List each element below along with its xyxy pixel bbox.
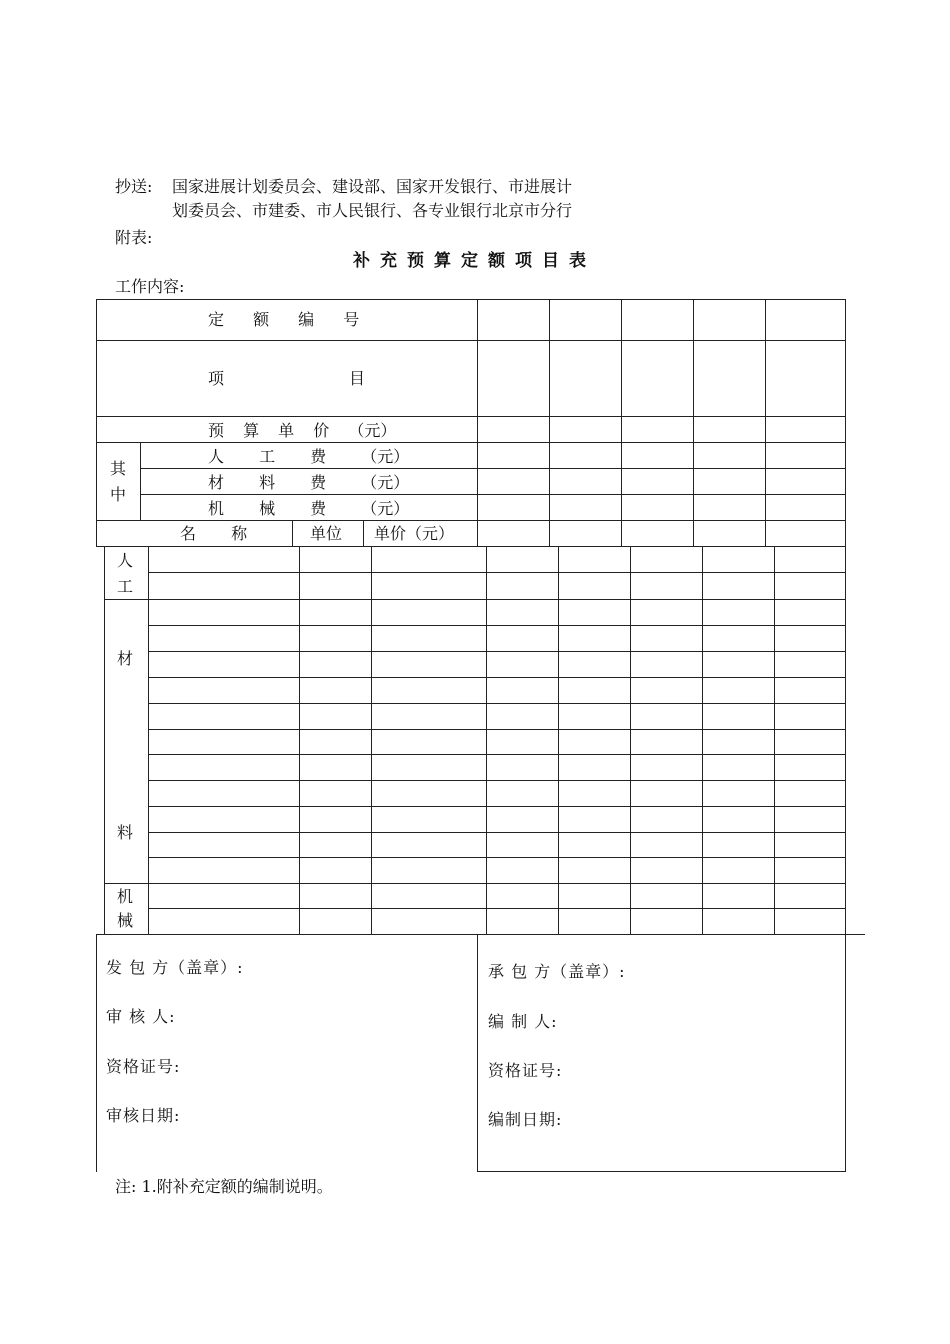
labor-cat-1: 人	[117, 551, 134, 570]
material-cat-1: 材	[117, 649, 134, 668]
contractor-label: 承 包 方（盖章）:	[488, 962, 626, 981]
material-cat-2: 料	[117, 823, 134, 842]
col-name-header: 名 称	[180, 524, 248, 543]
cc-line-2: 划委员会、市建委、市人民银行、各专业银行北京市分行	[172, 201, 573, 220]
cc-line-1: 国家进展计划委员会、建设部、国家开发银行、市进展计	[172, 177, 573, 196]
machine-cat-1: 机	[117, 887, 134, 906]
audit-date-label: 审核日期:	[106, 1106, 181, 1125]
labor-cat-2: 工	[117, 577, 134, 596]
item-label-right: 目	[349, 369, 366, 388]
cert-right-label: 资格证号:	[488, 1061, 563, 1080]
quota-number-label: 定 额 编 号	[208, 310, 360, 329]
among-top: 其	[110, 459, 127, 478]
auditor-label: 审 核 人:	[106, 1007, 176, 1026]
employer-label: 发 包 方（盖章）:	[106, 958, 244, 977]
footnote: 注: 1.附补充定额的编制说明。	[115, 1177, 333, 1196]
compile-date-label: 编制日期:	[488, 1110, 563, 1129]
machine-cat-2: 械	[117, 911, 134, 930]
cert-left-label: 资格证号:	[106, 1057, 181, 1076]
cc-label: 抄送:	[115, 177, 153, 196]
machine-fee-label: 机 械 费 （元）	[208, 499, 410, 518]
budget-price-label: 预 算 单 价 （元）	[208, 421, 397, 440]
labor-fee-label: 人 工 费 （元）	[208, 447, 410, 466]
compiler-label: 编 制 人:	[488, 1012, 558, 1031]
work-content-label: 工作内容:	[115, 277, 185, 296]
col-unit-header: 单位	[310, 524, 343, 543]
item-label-left: 项	[208, 369, 225, 388]
table-title: 补充预算定额项目表	[353, 251, 596, 271]
among-bottom: 中	[110, 485, 127, 504]
attach-label: 附表:	[115, 228, 153, 247]
col-price-header: 单价（元）	[374, 524, 455, 543]
material-fee-label: 材 料 费 （元）	[208, 473, 410, 492]
